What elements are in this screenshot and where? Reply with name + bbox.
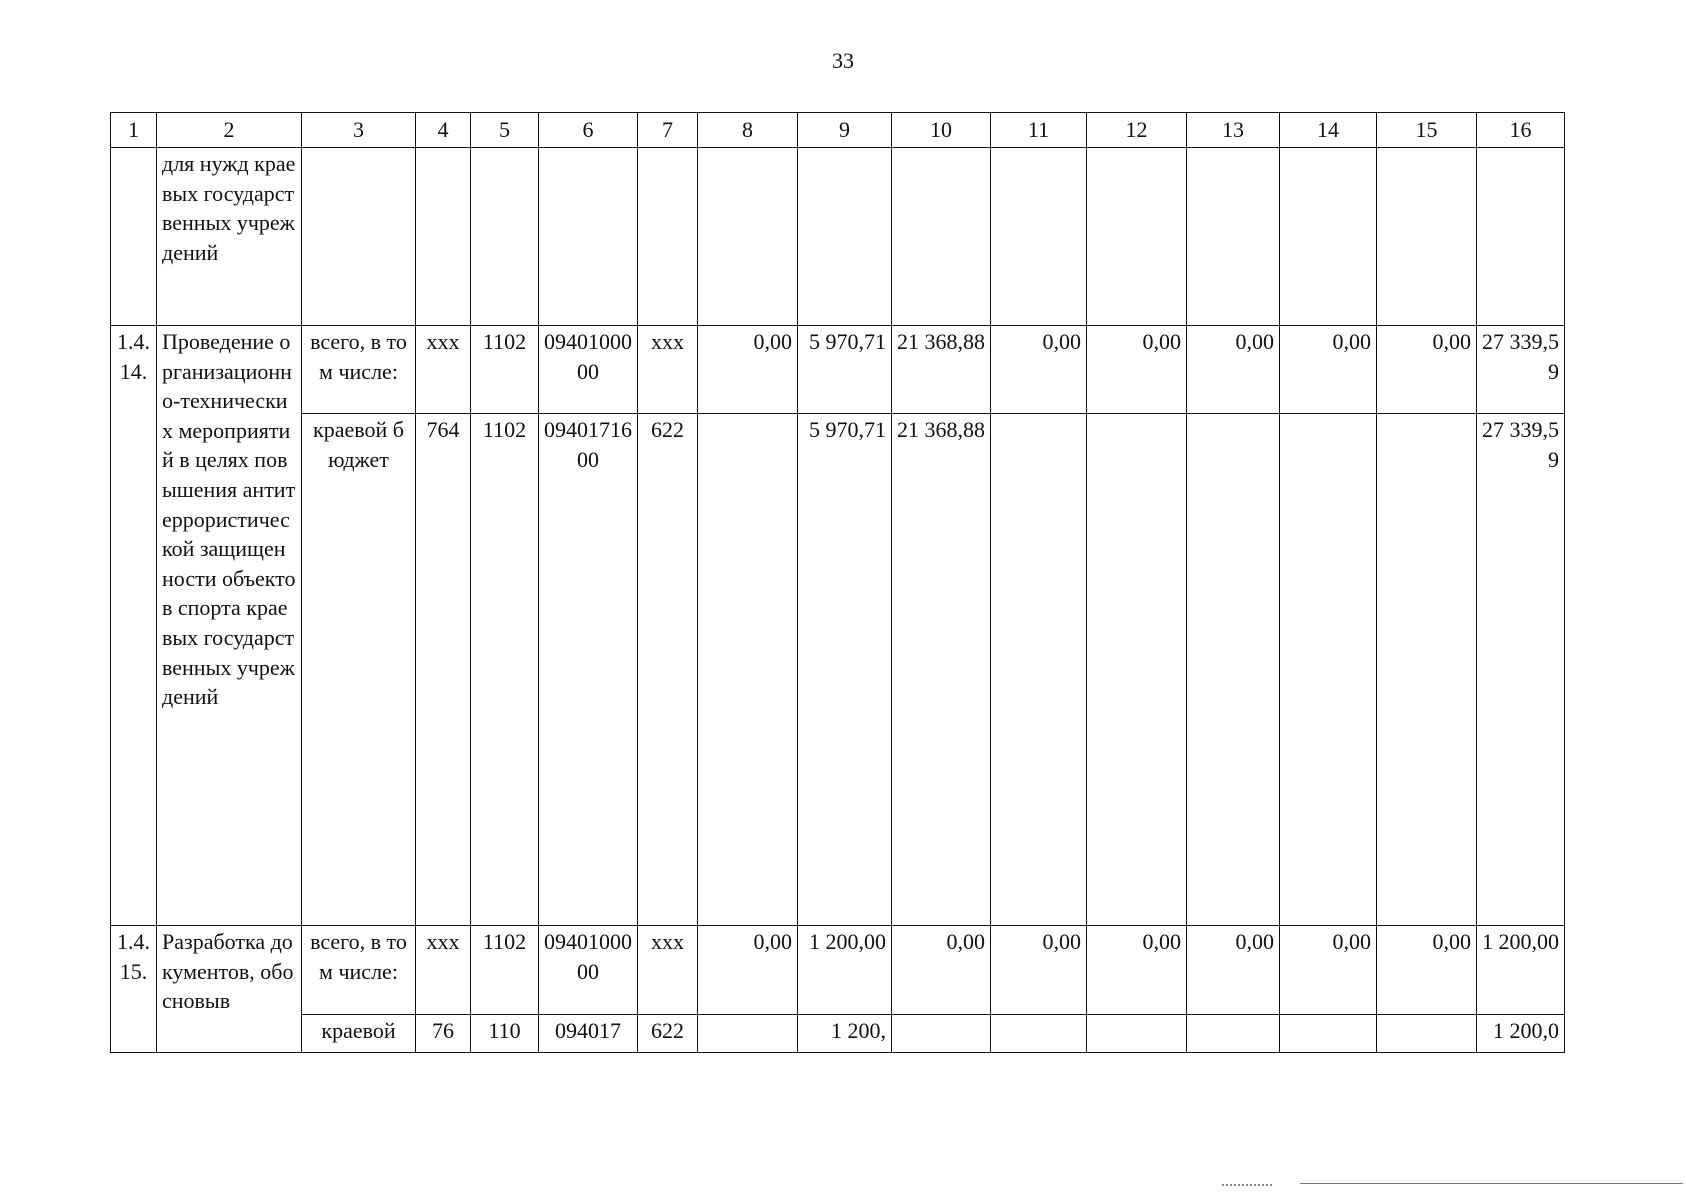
code-cell: 0940100000: [539, 326, 638, 414]
item-name-cell: Разработка документов, обосновыв: [157, 926, 302, 1053]
amount-cell: 0,00: [892, 926, 991, 1015]
budget-table: [110, 112, 1565, 1053]
code-cell: 0940100000: [539, 926, 638, 1015]
amount-cell: [1187, 1015, 1280, 1053]
code-cell: 0940171600: [539, 414, 638, 926]
column-header: 7: [638, 113, 698, 148]
amount-cell: [892, 1015, 991, 1053]
amount-cell: [698, 414, 798, 926]
column-header: 11: [991, 113, 1087, 148]
funding-source-cell: краевой: [302, 1015, 416, 1053]
column-header: 16: [1477, 113, 1565, 148]
page-number: 33: [832, 48, 854, 73]
amount-cell: 0,00: [991, 926, 1087, 1015]
column-header: 1: [111, 113, 157, 148]
column-header: 9: [798, 113, 892, 148]
amount-cell: [1087, 414, 1187, 926]
table-row-1-4-15-total: [111, 926, 1565, 1015]
column-header: 14: [1280, 113, 1377, 148]
code-cell: 764: [416, 414, 471, 926]
code-cell: 110: [471, 1015, 539, 1053]
code-cell: ххх: [416, 926, 471, 1015]
amount-cell: [1280, 1015, 1377, 1053]
amount-cell: 27 339,59: [1477, 414, 1565, 926]
column-header: 13: [1187, 113, 1280, 148]
code-cell: 622: [638, 414, 698, 926]
amount-cell: [698, 1015, 798, 1053]
item-number-cell: [111, 148, 157, 326]
amount-cell: 0,00: [1087, 326, 1187, 414]
amount-cell: 21 368,88: [892, 326, 991, 414]
scan-artifact-dash: [1222, 1184, 1272, 1186]
footer-rule: [1300, 1183, 1683, 1184]
column-header: 3: [302, 113, 416, 148]
column-header: 15: [1377, 113, 1477, 148]
code-cell: 76: [416, 1015, 471, 1053]
code-cell: 1102: [471, 414, 539, 926]
code-cell: ххх: [638, 326, 698, 414]
column-header: 6: [539, 113, 638, 148]
funding-source-cell: краевой бюджет: [302, 414, 416, 926]
amount-cell: 0,00: [1087, 926, 1187, 1015]
amount-cell: [1377, 414, 1477, 926]
amount-cell: 0,00: [1280, 326, 1377, 414]
code-cell: ххх: [416, 326, 471, 414]
amount-cell: [1087, 1015, 1187, 1053]
amount-cell: 0,00: [1377, 326, 1477, 414]
code-cell: ххх: [638, 926, 698, 1015]
table-row-continuation: [111, 148, 1565, 326]
amount-cell: [1280, 414, 1377, 926]
table-row-1-4-15-regional: [111, 1015, 1565, 1053]
amount-cell: 0,00: [698, 326, 798, 414]
item-number-cell: 1.4.15.: [111, 926, 157, 1053]
code-cell: 622: [638, 1015, 698, 1053]
amount-cell: 5 970,71: [798, 326, 892, 414]
item-number-cell: 1.4.14.: [111, 326, 157, 926]
amount-cell: [1377, 1015, 1477, 1053]
funding-source-cell: всего, в том числе:: [302, 326, 416, 414]
amount-cell: 0,00: [1377, 926, 1477, 1015]
code-cell: 1102: [471, 926, 539, 1015]
amount-cell: 0,00: [1187, 326, 1280, 414]
item-name-cell: для нужд краевых государственных учреждений: [157, 148, 302, 326]
amount-cell: 1 200,: [798, 1015, 892, 1053]
amount-cell: 0,00: [1280, 926, 1377, 1015]
amount-cell: [991, 1015, 1087, 1053]
column-number-row: [111, 113, 1565, 148]
amount-cell: 1 200,0: [1477, 1015, 1565, 1053]
column-header: 8: [698, 113, 798, 148]
column-header: 2: [157, 113, 302, 148]
column-header: 12: [1087, 113, 1187, 148]
code-cell: 094017: [539, 1015, 638, 1053]
amount-cell: [991, 414, 1087, 926]
column-header: 10: [892, 113, 991, 148]
table-row-1-4-14-regional: [111, 414, 1565, 926]
amount-cell: 27 339,59: [1477, 326, 1565, 414]
amount-cell: 21 368,88: [892, 414, 991, 926]
funding-source-cell: всего, в том числе:: [302, 926, 416, 1015]
code-cell: 1102: [471, 326, 539, 414]
item-name-cell: Проведение организационно-технических мероприятий в целях повышения антитеррористической защищенности объектов спорта краевых государственных учреждений: [157, 326, 302, 926]
amount-cell: 0,00: [1187, 926, 1280, 1015]
column-header: 5: [471, 113, 539, 148]
column-header: 4: [416, 113, 471, 148]
amount-cell: 5 970,71: [798, 414, 892, 926]
amount-cell: 1 200,00: [798, 926, 892, 1015]
amount-cell: [1187, 414, 1280, 926]
table-row-1-4-14-total: [111, 326, 1565, 414]
amount-cell: 1 200,00: [1477, 926, 1565, 1015]
amount-cell: 0,00: [991, 326, 1087, 414]
amount-cell: 0,00: [698, 926, 798, 1015]
